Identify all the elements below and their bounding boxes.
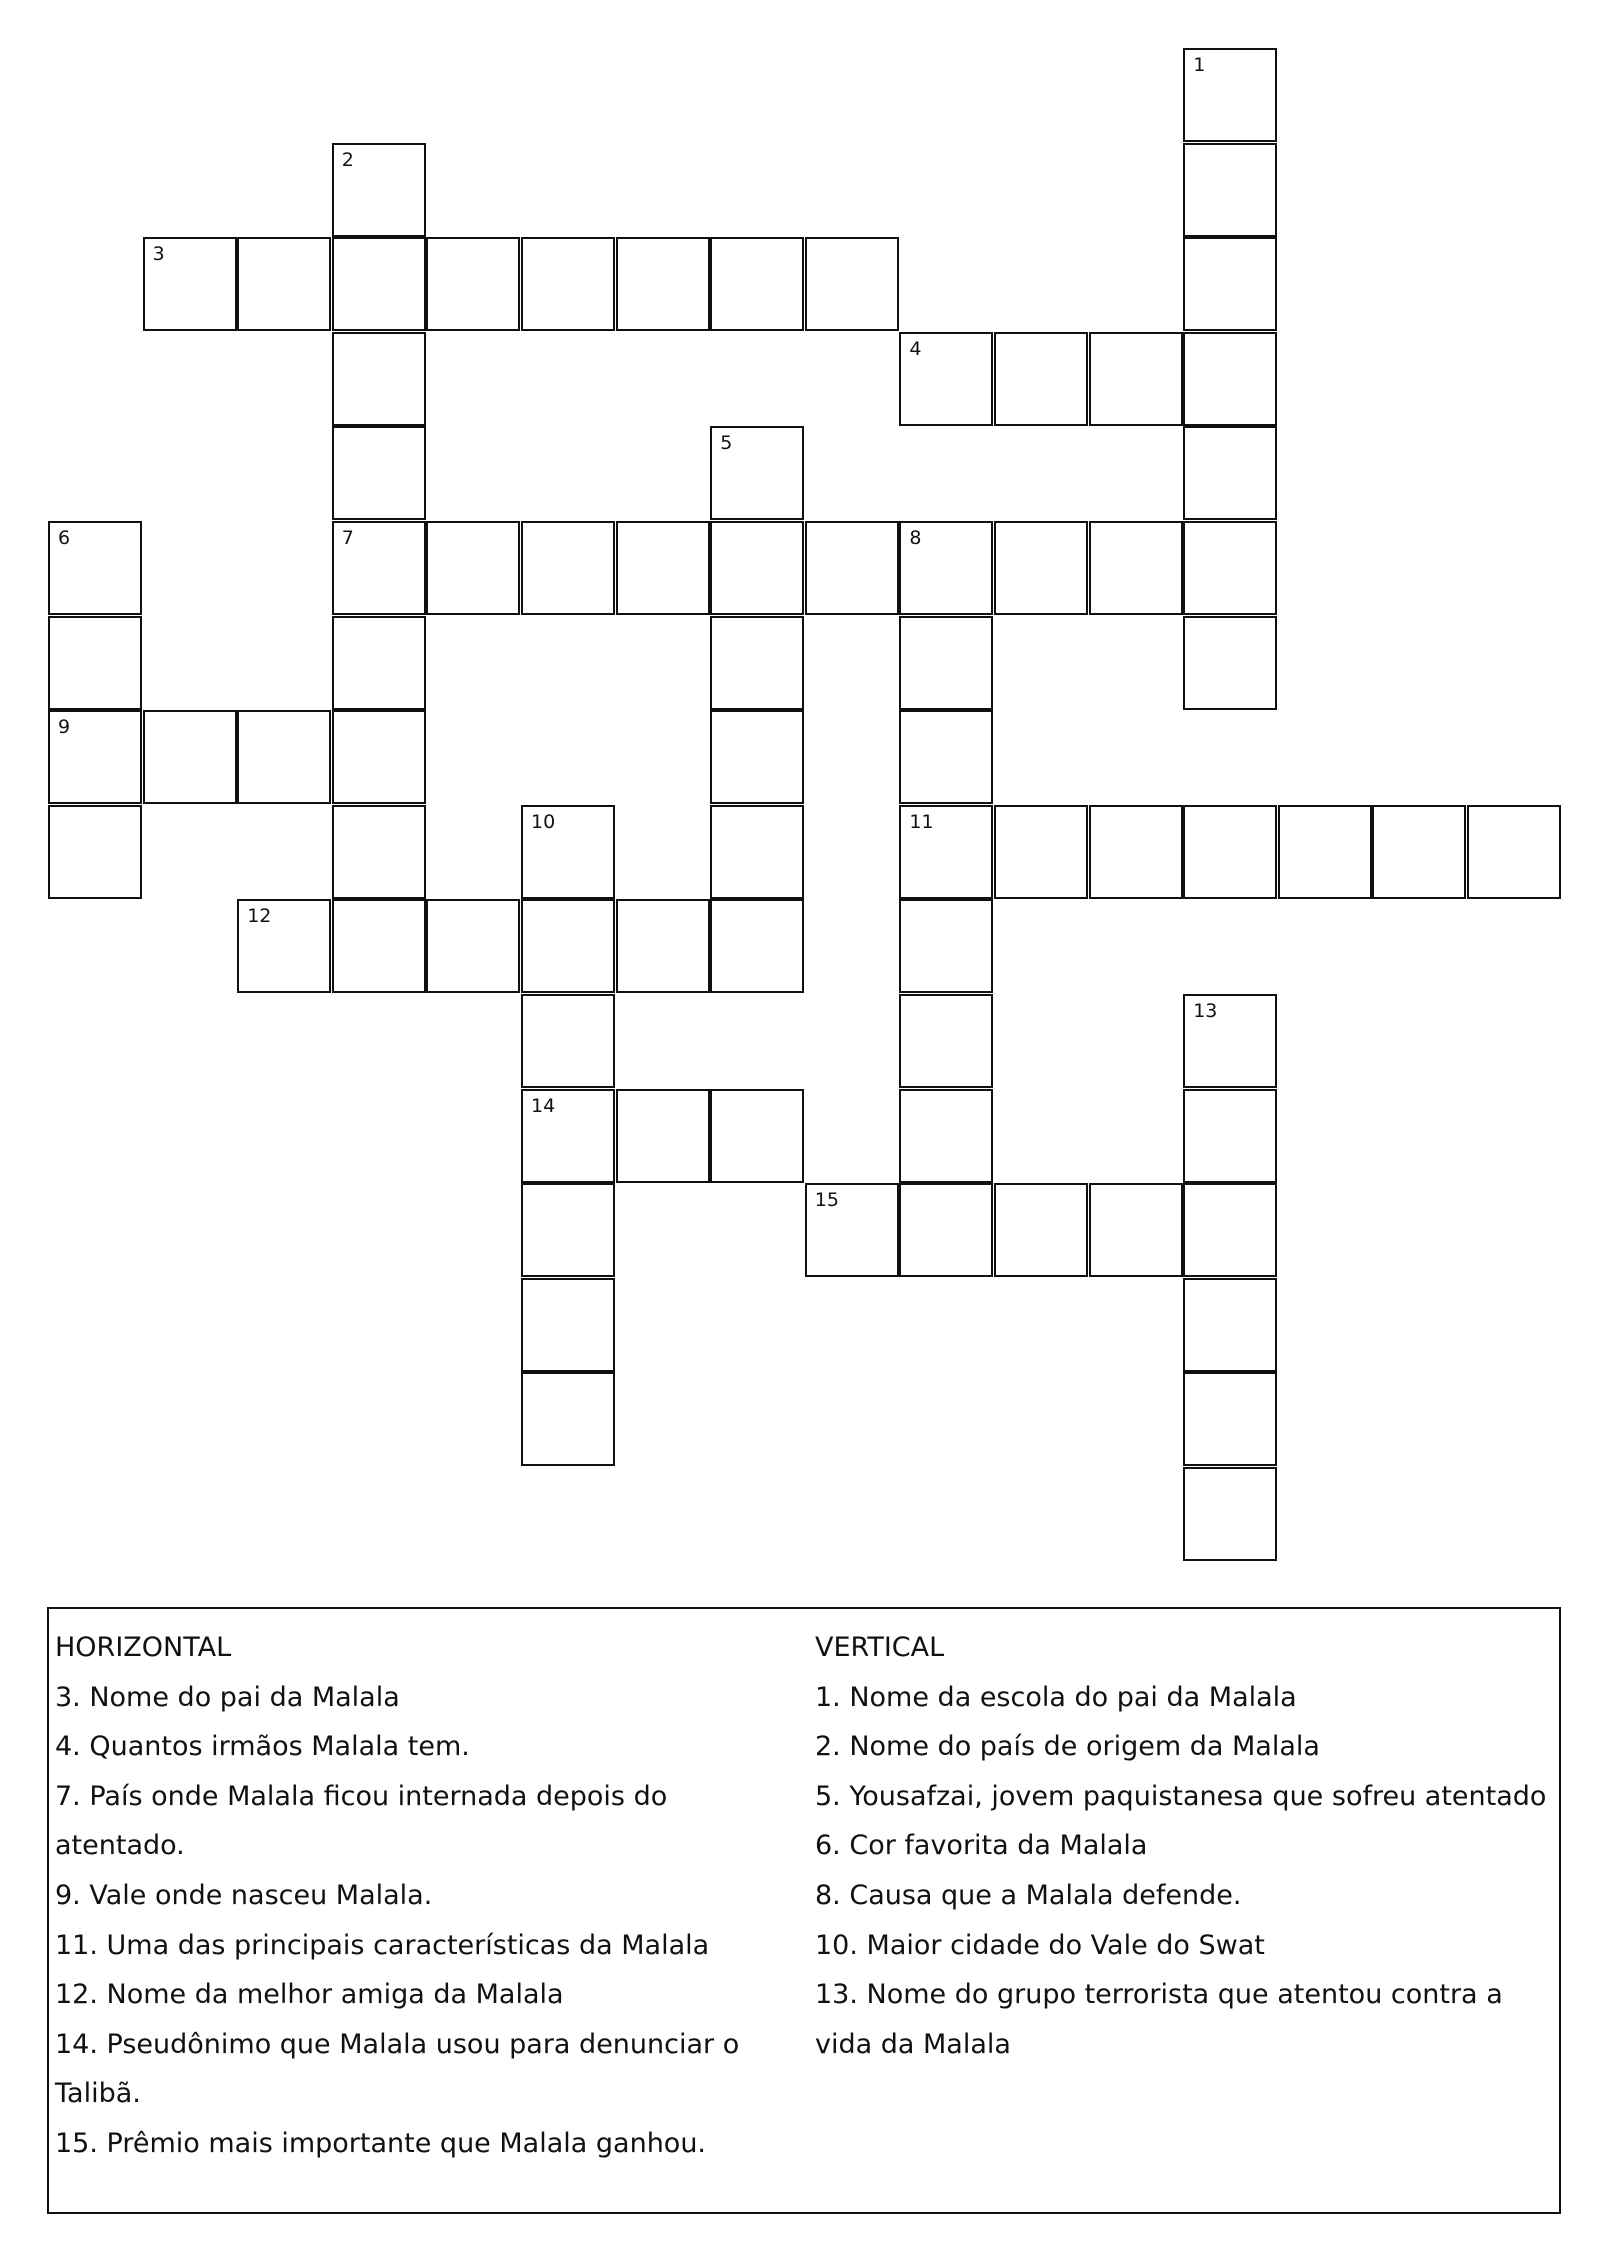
- clue-number: 8: [909, 527, 922, 549]
- clue-line: 7. País onde Malala ficou internada depois do: [55, 1780, 668, 1812]
- clue-line: 6. Cor favorita da Malala: [815, 1830, 1148, 1862]
- clue-number: 6: [58, 527, 71, 549]
- crossword-cell[interactable]: [899, 616, 993, 710]
- crossword-cell[interactable]: [1183, 1278, 1277, 1372]
- horizontal-clues: [55, 1623, 755, 2169]
- crossword-cell[interactable]: [805, 1183, 899, 1277]
- crossword-cell[interactable]: [332, 899, 426, 993]
- crossword-cell[interactable]: [805, 237, 899, 331]
- clue-line: Talibã.: [55, 2078, 141, 2110]
- clue-line: 2. Nome do país de origem da Malala: [815, 1731, 1320, 1763]
- crossword-cell[interactable]: [710, 426, 804, 520]
- crossword-cell[interactable]: [899, 1089, 993, 1183]
- clue-line: 4. Quantos irmãos Malala tem.: [55, 1731, 470, 1763]
- crossword-cell[interactable]: [616, 521, 710, 615]
- clue-line: 5. Yousafzai, jovem paquistanesa que sofreu atentado: [815, 1780, 1547, 1812]
- crossword-cell[interactable]: [899, 332, 993, 426]
- crossword-cell[interactable]: [521, 521, 615, 615]
- crossword-cell[interactable]: [332, 237, 426, 331]
- crossword-cell[interactable]: [1183, 1089, 1277, 1183]
- crossword-cell[interactable]: [710, 1089, 804, 1183]
- clue-line: 9. Vale onde nasceu Malala.: [55, 1879, 433, 1911]
- crossword-cell[interactable]: [1467, 805, 1561, 899]
- clue-number: 15: [814, 1189, 839, 1212]
- crossword-cell[interactable]: [1089, 521, 1183, 615]
- clue-number: 13: [1193, 1000, 1218, 1022]
- crossword-cell[interactable]: [237, 237, 331, 331]
- clue-line: 12. Nome da melhor amiga da Malala: [55, 1979, 564, 2011]
- crossword-cell[interactable]: [1183, 332, 1277, 426]
- crossword-cell[interactable]: [616, 1089, 710, 1183]
- crossword-cell[interactable]: [1183, 143, 1277, 237]
- crossword-cell[interactable]: [426, 521, 520, 615]
- clue-number: 5: [720, 432, 733, 455]
- crossword-cell[interactable]: [1183, 616, 1277, 710]
- crossword-cell[interactable]: [1089, 1183, 1183, 1277]
- crossword-cell[interactable]: [899, 899, 993, 993]
- crossword-cell[interactable]: [1183, 237, 1277, 331]
- crossword-cell[interactable]: [710, 899, 804, 993]
- crossword-cell[interactable]: [1089, 805, 1183, 899]
- clue-line: atentado.: [55, 1830, 185, 1862]
- clue-number: 3: [152, 243, 165, 266]
- crossword-cell[interactable]: [710, 710, 804, 804]
- clue-number: 12: [247, 905, 272, 928]
- crossword-cell[interactable]: [1089, 332, 1183, 426]
- clue-line: 13. Nome do grupo terrorista que atentou contra a: [815, 1979, 1503, 2011]
- crossword-cell[interactable]: [616, 899, 710, 993]
- horizontal-heading: HORIZONTAL: [55, 1632, 232, 1663]
- crossword-cell[interactable]: [143, 237, 237, 331]
- clue-line: 1. Nome da escola do pai da Malala: [815, 1681, 1297, 1713]
- clue-number: 14: [531, 1094, 556, 1117]
- crossword-cell[interactable]: [426, 899, 520, 993]
- crossword-cell[interactable]: [1183, 994, 1277, 1088]
- crossword-cell[interactable]: [1183, 1467, 1277, 1561]
- crossword-cell[interactable]: [521, 237, 615, 331]
- crossword-cell[interactable]: [899, 805, 993, 899]
- crossword-cell[interactable]: [994, 805, 1088, 899]
- crossword-cell[interactable]: [994, 332, 1088, 426]
- clue-number: 1: [1193, 54, 1206, 76]
- crossword-cell[interactable]: [332, 805, 426, 899]
- crossword-cell[interactable]: [710, 521, 804, 615]
- crossword-cell[interactable]: [994, 521, 1088, 615]
- crossword-cell[interactable]: [521, 805, 615, 899]
- crossword-cell[interactable]: [332, 332, 426, 426]
- crossword-cell[interactable]: [1183, 805, 1277, 899]
- crossword-cell[interactable]: [48, 710, 142, 804]
- crossword-cell[interactable]: [899, 521, 993, 615]
- clue-number: 4: [909, 337, 922, 360]
- clue-number: 7: [341, 527, 354, 549]
- crossword-cell[interactable]: [616, 237, 710, 331]
- crossword-cell[interactable]: [521, 1278, 615, 1372]
- crossword-cell[interactable]: [237, 899, 331, 993]
- crossword-cell[interactable]: [1183, 521, 1277, 615]
- crossword-cell[interactable]: [994, 1183, 1088, 1277]
- crossword-cell[interactable]: [48, 805, 142, 899]
- crossword-cell[interactable]: [332, 616, 426, 710]
- clue-line: 8. Causa que a Malala defende.: [815, 1879, 1242, 1911]
- clue-line: 14. Pseudônimo que Malala usou para denunciar o: [55, 2028, 740, 2060]
- crossword-cell[interactable]: [1183, 48, 1277, 142]
- crossword-cell[interactable]: [521, 1183, 615, 1277]
- clue-line: 11. Uma das principais características da Malala: [55, 1929, 710, 1961]
- crossword-cell[interactable]: [237, 710, 331, 804]
- crossword-cell[interactable]: [1183, 1183, 1277, 1277]
- clue-line: 15. Prêmio mais importante que Malala ganhou.: [55, 2127, 707, 2159]
- crossword-cell[interactable]: [426, 237, 520, 331]
- clue-number: 2: [341, 148, 354, 171]
- clue-line: 3. Nome do pai da Malala: [55, 1681, 400, 1713]
- crossword-cell[interactable]: [710, 237, 804, 331]
- crossword-cell[interactable]: [332, 426, 426, 520]
- crossword-cell[interactable]: [1183, 426, 1277, 520]
- crossword-cell[interactable]: [521, 1372, 615, 1466]
- crossword-cell[interactable]: [521, 994, 615, 1088]
- crossword-cell[interactable]: [1372, 805, 1466, 899]
- clue-number: 10: [531, 810, 556, 833]
- clues-box: [47, 1607, 1561, 2214]
- vertical-heading: VERTICAL: [815, 1632, 945, 1663]
- crossword-cell[interactable]: [48, 616, 142, 710]
- crossword-cell[interactable]: [521, 1089, 615, 1183]
- crossword-cell[interactable]: [1278, 805, 1372, 899]
- crossword-cell[interactable]: [332, 710, 426, 804]
- crossword-cell[interactable]: [899, 710, 993, 804]
- crossword-cell[interactable]: [805, 521, 899, 615]
- crossword-cell[interactable]: [332, 143, 426, 237]
- clue-number: 9: [58, 716, 71, 739]
- crossword-cell[interactable]: [48, 521, 142, 615]
- crossword-cell[interactable]: [143, 710, 237, 804]
- clue-number: 11: [909, 810, 934, 833]
- crossword-cell[interactable]: [521, 899, 615, 993]
- crossword-cell[interactable]: [332, 521, 426, 615]
- crossword-cell[interactable]: [710, 616, 804, 710]
- clue-line: vida da Malala: [815, 2028, 1011, 2060]
- crossword-cell[interactable]: [710, 805, 804, 899]
- crossword-cell[interactable]: [1183, 1372, 1277, 1466]
- vertical-clues: [815, 1623, 1555, 2069]
- crossword-cell[interactable]: [899, 994, 993, 1088]
- crossword-cell[interactable]: [899, 1183, 993, 1277]
- clue-line: 10. Maior cidade do Vale do Swat: [815, 1929, 1265, 1961]
